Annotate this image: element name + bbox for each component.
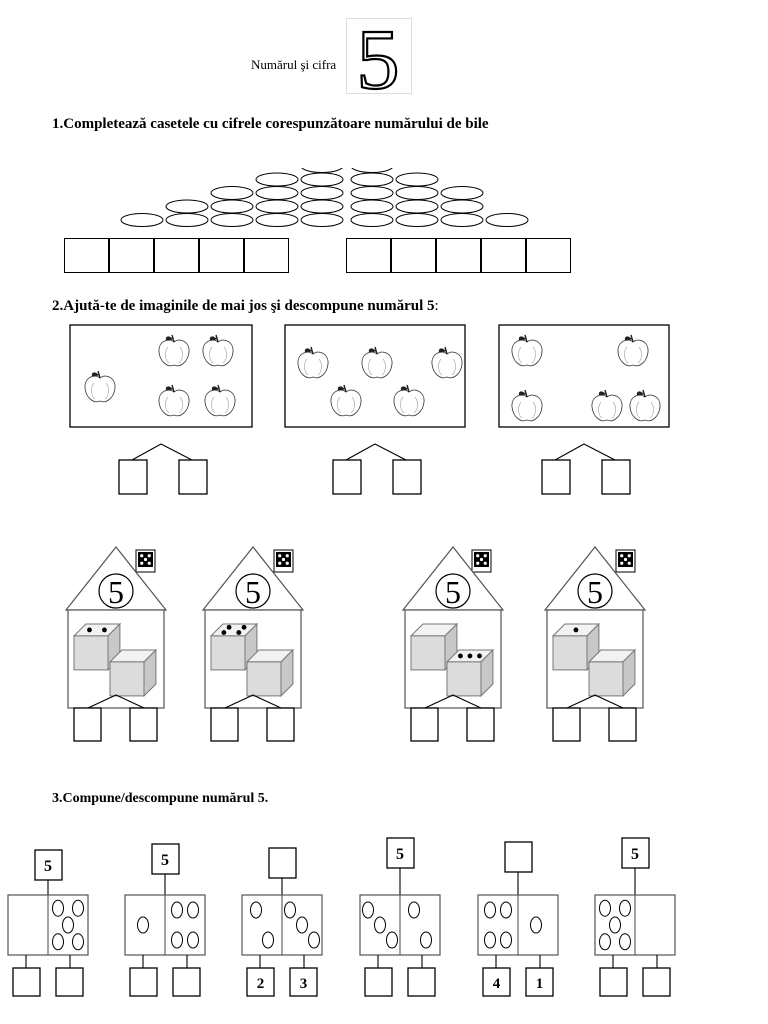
- oval-dot: [251, 902, 262, 918]
- apple-group: [499, 325, 669, 494]
- ball: [301, 200, 343, 213]
- ball: [351, 200, 393, 213]
- oval-dot: [363, 902, 374, 918]
- domino-item: [595, 838, 675, 996]
- ex2-heading-suffix: :: [434, 298, 439, 314]
- oval-dot: [172, 932, 183, 948]
- ex3-heading-text: 3.Compune/descompune numărul 5.: [52, 791, 269, 806]
- ball: [396, 173, 438, 186]
- answer-box[interactable]: [542, 460, 570, 494]
- part-box[interactable]: [130, 968, 157, 996]
- total-box[interactable]: [505, 842, 532, 872]
- ball: [396, 214, 438, 227]
- oval-dot: [501, 932, 512, 948]
- apple-groups: [0, 320, 768, 510]
- ball: [211, 214, 253, 227]
- die-icon: [110, 650, 156, 696]
- big-digit-outline: [346, 18, 412, 94]
- ex2-heading-number: 5: [427, 298, 435, 314]
- oval-dot: [188, 932, 199, 948]
- ball: [256, 214, 298, 227]
- house: [66, 547, 166, 741]
- ball: [396, 200, 438, 213]
- oval-dot: [375, 917, 386, 933]
- total-box[interactable]: [269, 848, 296, 878]
- total-number: 5: [44, 858, 52, 875]
- answer-box[interactable]: [179, 460, 207, 494]
- house-number: 5: [445, 574, 461, 610]
- ball: [441, 214, 483, 227]
- ball: [301, 168, 343, 173]
- answer-box[interactable]: [393, 460, 421, 494]
- ball: [351, 168, 393, 173]
- right-ball-pyramid: [351, 168, 528, 227]
- answer-box[interactable]: [333, 460, 361, 494]
- ball: [486, 214, 528, 227]
- oval-dot: [600, 900, 611, 916]
- page-title: Numărul şi cifra: [251, 57, 337, 72]
- answer-box[interactable]: [109, 238, 154, 273]
- answer-box[interactable]: [267, 708, 294, 741]
- oval-dot: [285, 902, 296, 918]
- answer-box[interactable]: [64, 238, 109, 273]
- part-number: 1: [535, 976, 544, 992]
- ball: [441, 187, 483, 200]
- part-number: 4: [492, 976, 501, 992]
- die-icon: [247, 650, 293, 696]
- part-box[interactable]: [600, 968, 627, 996]
- part-box[interactable]: [56, 968, 83, 996]
- oval-dot: [138, 917, 149, 933]
- domino-item: [125, 844, 205, 996]
- branch-line: [346, 444, 406, 460]
- total-number: 5: [161, 852, 169, 869]
- ball: [351, 214, 393, 227]
- oval-dot: [263, 932, 274, 948]
- ex2-heading-prefix: 2.Ajută-te de imaginile de mai jos şi descompune numărul: [52, 298, 427, 314]
- part-number: 3: [299, 976, 308, 992]
- part-box[interactable]: [365, 968, 392, 996]
- dominoes: [0, 830, 768, 1010]
- answer-box[interactable]: [436, 238, 481, 273]
- oval-dot: [53, 900, 64, 916]
- ball: [121, 214, 163, 227]
- ball: [211, 187, 253, 200]
- ball: [256, 200, 298, 213]
- answer-box[interactable]: [346, 238, 391, 273]
- domino-item: [242, 848, 322, 996]
- oval-dot: [531, 917, 542, 933]
- answer-box[interactable]: [553, 708, 580, 741]
- oval-dot: [73, 934, 84, 950]
- part-number: 2: [256, 976, 265, 992]
- answer-box[interactable]: [526, 238, 571, 273]
- house-number: 5: [108, 574, 124, 610]
- answer-box[interactable]: [481, 238, 526, 273]
- oval-dot: [600, 934, 611, 950]
- left-ball-pyramid: [121, 168, 343, 227]
- part-box[interactable]: [13, 968, 40, 996]
- oval-dot: [63, 917, 74, 933]
- house: [545, 547, 645, 741]
- oval-dot: [73, 900, 84, 916]
- oval-dot: [172, 902, 183, 918]
- answer-box[interactable]: [467, 708, 494, 741]
- answer-box[interactable]: [244, 238, 289, 273]
- total-number: 5: [396, 846, 404, 863]
- oval-dot: [620, 934, 631, 950]
- ball: [166, 200, 208, 213]
- oval-dot: [501, 902, 512, 918]
- answer-box[interactable]: [199, 238, 244, 273]
- houses: [0, 530, 768, 760]
- domino-item: [478, 842, 558, 996]
- branch-line: [132, 444, 192, 460]
- oval-dot: [188, 902, 199, 918]
- ball: [301, 187, 343, 200]
- total-number: 5: [631, 846, 639, 863]
- oval-dot: [485, 932, 496, 948]
- answer-box[interactable]: [411, 708, 438, 741]
- oval-dot: [409, 902, 420, 918]
- die-icon: [589, 650, 635, 696]
- answer-box[interactable]: [602, 460, 630, 494]
- answer-box[interactable]: [74, 708, 101, 741]
- exercise-1-heading: 1.Completează casetele cu cifrele corespunzătoare numărului de bile: [52, 116, 489, 132]
- exercise-3-heading: [52, 791, 268, 807]
- oval-dot: [421, 932, 432, 948]
- part-box[interactable]: [408, 968, 435, 996]
- die-icon: [447, 650, 493, 696]
- oval-dot: [297, 917, 308, 933]
- ball: [396, 187, 438, 200]
- oval-dot: [387, 932, 398, 948]
- house: [203, 547, 303, 741]
- answer-box[interactable]: [211, 708, 238, 741]
- apple-group: [70, 325, 252, 494]
- ball: [211, 200, 253, 213]
- apple-group: [285, 325, 465, 494]
- oval-dot: [53, 934, 64, 950]
- house-number: 5: [245, 574, 261, 610]
- ball: [256, 187, 298, 200]
- answer-box[interactable]: [391, 238, 436, 273]
- ball: [351, 173, 393, 186]
- ball: [351, 187, 393, 200]
- answer-box[interactable]: [154, 238, 199, 273]
- answer-box[interactable]: [609, 708, 636, 741]
- answer-box[interactable]: [130, 708, 157, 741]
- oval-dot: [309, 932, 320, 948]
- big-digit: 5: [356, 18, 400, 94]
- part-box[interactable]: [173, 968, 200, 996]
- oval-dot: [485, 902, 496, 918]
- ball: [441, 200, 483, 213]
- house: [403, 547, 503, 741]
- answer-box[interactable]: [119, 460, 147, 494]
- domino-item: [8, 850, 88, 996]
- exercise-2-heading: [52, 298, 439, 315]
- part-box[interactable]: [643, 968, 670, 996]
- ball: [166, 214, 208, 227]
- ball: [301, 214, 343, 227]
- oval-dot: [610, 917, 621, 933]
- domino-item: [360, 838, 440, 996]
- ball: [256, 173, 298, 186]
- ball: [301, 173, 343, 186]
- branch-line: [555, 444, 615, 460]
- oval-dot: [620, 900, 631, 916]
- house-number: 5: [587, 574, 603, 610]
